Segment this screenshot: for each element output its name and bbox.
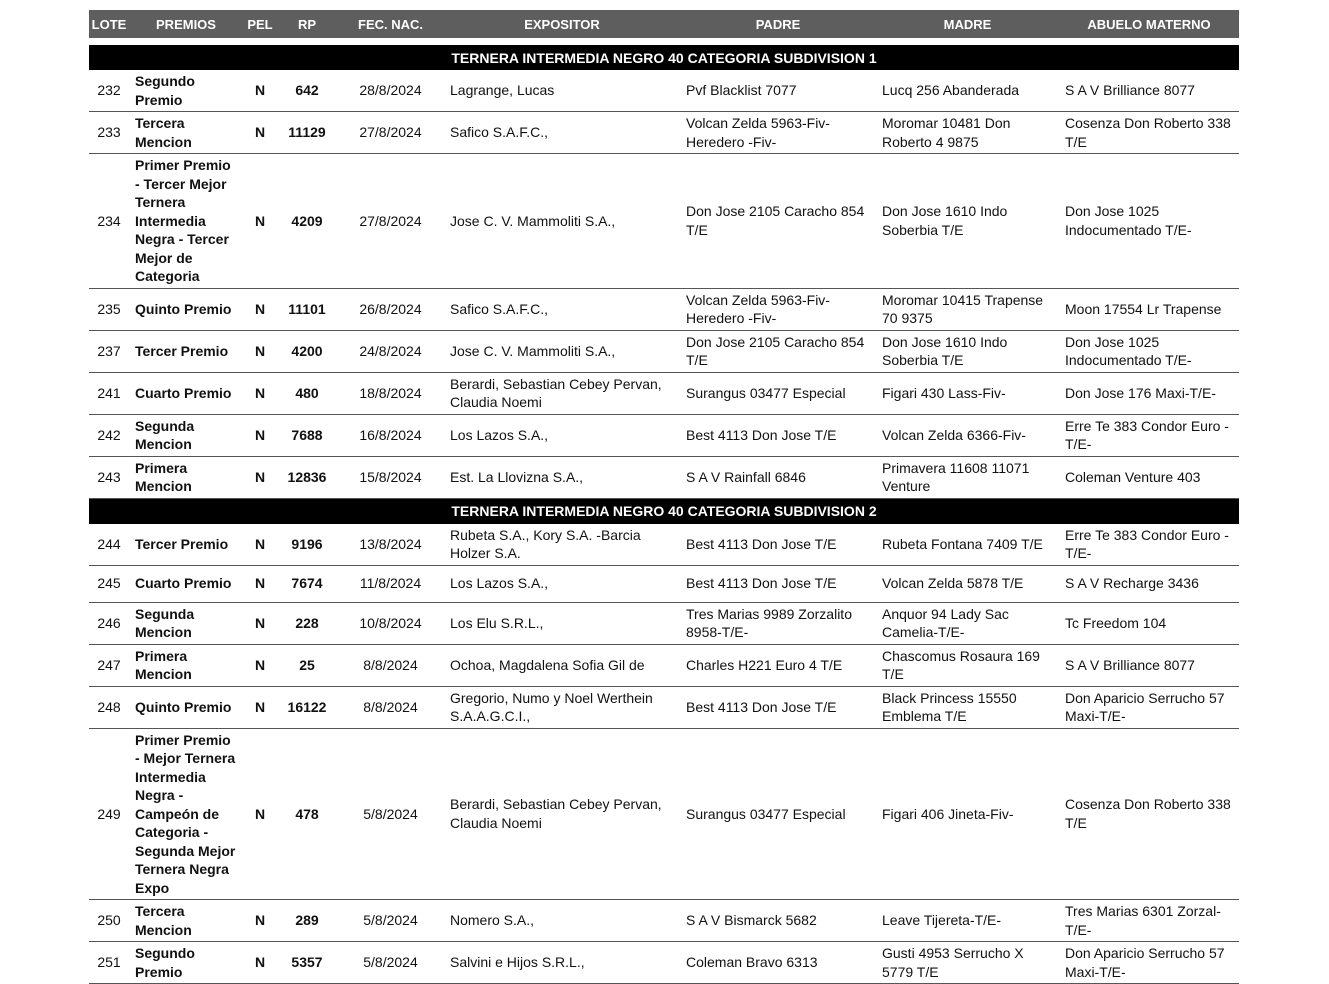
cell-premio: Cuarto Premio [129, 565, 243, 602]
results-table-container [89, 10, 1239, 984]
cell-padre: Charles H221 Euro 4 T/E [680, 644, 876, 686]
cell-premio: Segunda Mencion [129, 602, 243, 644]
section-title: TERNERA INTERMEDIA NEGRO 40 CATEGORIA SUBDIVISION 1 [89, 45, 1239, 70]
cell-madre: Black Princess 15550 Emblema T/E [876, 686, 1059, 728]
cell-pel: N [243, 942, 277, 984]
cell-lote: 234 [89, 154, 129, 289]
cell-lote: 247 [89, 644, 129, 686]
cell-fec-nac: 15/8/2024 [337, 456, 444, 498]
cell-pel: N [243, 288, 277, 330]
cell-expositor: Gregorio, Numo y Noel Werthein S.A.A.G.C.I., [444, 686, 680, 728]
cell-rp: 480 [277, 372, 337, 414]
cell-madre: Figari 430 Lass-Fiv- [876, 372, 1059, 414]
cell-pel: N [243, 686, 277, 728]
cell-padre: Coleman Bravo 6313 [680, 942, 876, 984]
cell-abuelo-materno: Don Aparicio Serrucho 57 Maxi-T/E- [1059, 686, 1239, 728]
section-title-row [89, 498, 1239, 524]
cell-fec-nac: 13/8/2024 [337, 524, 444, 566]
cell-premio: Primera Mencion [129, 644, 243, 686]
cell-expositor: Ochoa, Magdalena Sofia Gil de [444, 644, 680, 686]
cell-madre: Don Jose 1610 Indo Soberbia T/E [876, 154, 1059, 289]
cell-expositor: Rubeta S.A., Kory S.A. -Barcia Holzer S.A. [444, 524, 680, 566]
cell-premio: Primera Mencion [129, 456, 243, 498]
cell-rp: 5357 [277, 942, 337, 984]
cell-premio: Cuarto Premio [129, 372, 243, 414]
cell-padre: Volcan Zelda 5963-Fiv- Heredero -Fiv- [680, 288, 876, 330]
cell-madre: Volcan Zelda 6366-Fiv- [876, 414, 1059, 456]
cell-premio: Primer Premio - Tercer Mejor Ternera Intermedia Negra - Tercer Mejor de Categoria [129, 154, 243, 289]
cell-pel: N [243, 565, 277, 602]
cell-pel: N [243, 330, 277, 372]
cell-lote: 249 [89, 728, 129, 900]
cell-premio: Segundo Premio [129, 70, 243, 112]
table-row [89, 456, 1239, 498]
cell-premio: Quinto Premio [129, 686, 243, 728]
cell-expositor: Los Lazos S.A., [444, 565, 680, 602]
cell-expositor: Safico S.A.F.C., [444, 112, 680, 154]
cell-abuelo-materno: Don Jose 1025 Indocumentado T/E- [1059, 154, 1239, 289]
cell-madre: Volcan Zelda 5878 T/E [876, 565, 1059, 602]
cell-expositor: Salvini e Hijos S.R.L., [444, 942, 680, 984]
table-row [89, 288, 1239, 330]
cell-fec-nac: 26/8/2024 [337, 288, 444, 330]
cell-rp: 11129 [277, 112, 337, 154]
cell-expositor: Est. La Llovizna S.A., [444, 456, 680, 498]
cell-expositor: Safico S.A.F.C., [444, 288, 680, 330]
cell-fec-nac: 27/8/2024 [337, 112, 444, 154]
cell-expositor: Jose C. V. Mammoliti S.A., [444, 330, 680, 372]
cell-abuelo-materno: Moon 17554 Lr Trapense [1059, 288, 1239, 330]
cell-pel: N [243, 372, 277, 414]
table-row [89, 942, 1239, 984]
header-expositor: EXPOSITOR [444, 10, 680, 39]
header-lote: LOTE [89, 10, 129, 39]
table-row [89, 565, 1239, 602]
cell-fec-nac: 5/8/2024 [337, 728, 444, 900]
cell-premio: Tercera Mencion [129, 112, 243, 154]
cell-lote: 251 [89, 942, 129, 984]
section-title: TERNERA INTERMEDIA NEGRO 40 CATEGORIA SUBDIVISION 2 [89, 498, 1239, 524]
cell-lote: 248 [89, 686, 129, 728]
table-row [89, 154, 1239, 289]
cell-madre: Primavera 11608 11071 Venture [876, 456, 1059, 498]
cell-premio: Segundo Premio [129, 942, 243, 984]
section-title-row [89, 45, 1239, 70]
cell-abuelo-materno: Don Jose 1025 Indocumentado T/E- [1059, 330, 1239, 372]
cell-padre: Don Jose 2105 Caracho 854 T/E [680, 330, 876, 372]
cell-abuelo-materno: Coleman Venture 403 [1059, 456, 1239, 498]
cell-pel: N [243, 644, 277, 686]
cell-rp: 16122 [277, 686, 337, 728]
table-row [89, 644, 1239, 686]
cell-lote: 244 [89, 524, 129, 566]
cell-madre: Leave Tijereta-T/E- [876, 900, 1059, 942]
cell-abuelo-materno: Don Jose 176 Maxi-T/E- [1059, 372, 1239, 414]
results-table [89, 10, 1239, 984]
header-madre: MADRE [876, 10, 1059, 39]
cell-expositor: Los Elu S.R.L., [444, 602, 680, 644]
cell-rp: 11101 [277, 288, 337, 330]
table-body [89, 39, 1239, 984]
cell-madre: Figari 406 Jineta-Fiv- [876, 728, 1059, 900]
cell-rp: 9196 [277, 524, 337, 566]
cell-padre: S A V Rainfall 6846 [680, 456, 876, 498]
cell-abuelo-materno: Don Aparicio Serrucho 57 Maxi-T/E- [1059, 942, 1239, 984]
cell-padre: Pvf Blacklist 7077 [680, 70, 876, 112]
header-rp: RP [277, 10, 337, 39]
cell-abuelo-materno: S A V Recharge 3436 [1059, 565, 1239, 602]
cell-lote: 242 [89, 414, 129, 456]
cell-abuelo-materno: Tres Marias 6301 Zorzal-T/E- [1059, 900, 1239, 942]
cell-lote: 245 [89, 565, 129, 602]
cell-fec-nac: 8/8/2024 [337, 644, 444, 686]
cell-fec-nac: 28/8/2024 [337, 70, 444, 112]
cell-expositor: Berardi, Sebastian Cebey Pervan, Claudia Noemi [444, 372, 680, 414]
table-row [89, 602, 1239, 644]
header-row [89, 10, 1239, 39]
header-abuelo-materno: ABUELO MATERNO [1059, 10, 1239, 39]
cell-pel: N [243, 900, 277, 942]
cell-padre: Surangus 03477 Especial [680, 372, 876, 414]
cell-madre: Don Jose 1610 Indo Soberbia T/E [876, 330, 1059, 372]
cell-madre: Lucq 256 Abanderada [876, 70, 1059, 112]
header-padre: PADRE [680, 10, 876, 39]
cell-premio: Tercer Premio [129, 524, 243, 566]
cell-pel: N [243, 524, 277, 566]
cell-pel: N [243, 112, 277, 154]
cell-abuelo-materno: Erre Te 383 Condor Euro -T/E- [1059, 414, 1239, 456]
cell-premio: Quinto Premio [129, 288, 243, 330]
cell-premio: Segunda Mencion [129, 414, 243, 456]
cell-pel: N [243, 154, 277, 289]
cell-premio: Tercera Mencion [129, 900, 243, 942]
cell-fec-nac: 8/8/2024 [337, 686, 444, 728]
cell-lote: 243 [89, 456, 129, 498]
cell-lote: 246 [89, 602, 129, 644]
cell-premio: Tercer Premio [129, 330, 243, 372]
cell-fec-nac: 16/8/2024 [337, 414, 444, 456]
cell-abuelo-materno: Cosenza Don Roberto 338 T/E [1059, 728, 1239, 900]
cell-madre: Chascomus Rosaura 169 T/E [876, 644, 1059, 686]
cell-rp: 228 [277, 602, 337, 644]
header-premios: PREMIOS [129, 10, 243, 39]
cell-madre: Rubeta Fontana 7409 T/E [876, 524, 1059, 566]
cell-rp: 7674 [277, 565, 337, 602]
cell-madre: Moromar 10481 Don Roberto 4 9875 [876, 112, 1059, 154]
cell-madre: Anquor 94 Lady Sac Camelia-T/E- [876, 602, 1059, 644]
cell-padre: Volcan Zelda 5963-Fiv- Heredero -Fiv- [680, 112, 876, 154]
cell-pel: N [243, 728, 277, 900]
cell-lote: 241 [89, 372, 129, 414]
cell-fec-nac: 27/8/2024 [337, 154, 444, 289]
table-row [89, 112, 1239, 154]
table-row [89, 524, 1239, 566]
cell-expositor: Jose C. V. Mammoliti S.A., [444, 154, 680, 289]
cell-lote: 232 [89, 70, 129, 112]
table-row [89, 70, 1239, 112]
cell-premio: Primer Premio - Mejor Ternera Intermedia Negra - Campeón de Categoria - Segunda Mejor Ternera Negra Expo [129, 728, 243, 900]
cell-rp: 25 [277, 644, 337, 686]
header-fec-nac: FEC. NAC. [337, 10, 444, 39]
table-row [89, 900, 1239, 942]
header-pel: PEL [243, 10, 277, 39]
cell-expositor: Los Lazos S.A., [444, 414, 680, 456]
cell-abuelo-materno: Cosenza Don Roberto 338 T/E [1059, 112, 1239, 154]
cell-rp: 7688 [277, 414, 337, 456]
cell-abuelo-materno: Tc Freedom 104 [1059, 602, 1239, 644]
cell-lote: 233 [89, 112, 129, 154]
cell-lote: 250 [89, 900, 129, 942]
cell-fec-nac: 24/8/2024 [337, 330, 444, 372]
cell-expositor: Nomero S.A., [444, 900, 680, 942]
cell-rp: 4209 [277, 154, 337, 289]
cell-abuelo-materno: S A V Brilliance 8077 [1059, 644, 1239, 686]
cell-padre: Tres Marias 9989 Zorzalito 8958-T/E- [680, 602, 876, 644]
cell-abuelo-materno: Erre Te 383 Condor Euro -T/E- [1059, 524, 1239, 566]
cell-padre: Don Jose 2105 Caracho 854 T/E [680, 154, 876, 289]
cell-pel: N [243, 414, 277, 456]
cell-pel: N [243, 456, 277, 498]
cell-rp: 478 [277, 728, 337, 900]
cell-rp: 12836 [277, 456, 337, 498]
cell-pel: N [243, 70, 277, 112]
table-row [89, 686, 1239, 728]
cell-fec-nac: 5/8/2024 [337, 942, 444, 984]
cell-fec-nac: 5/8/2024 [337, 900, 444, 942]
table-row [89, 414, 1239, 456]
cell-lote: 235 [89, 288, 129, 330]
cell-fec-nac: 18/8/2024 [337, 372, 444, 414]
cell-lote: 237 [89, 330, 129, 372]
table-row [89, 728, 1239, 900]
cell-madre: Moromar 10415 Trapense 70 9375 [876, 288, 1059, 330]
cell-padre: Best 4113 Don Jose T/E [680, 686, 876, 728]
cell-rp: 642 [277, 70, 337, 112]
cell-padre: Best 4113 Don Jose T/E [680, 565, 876, 602]
cell-rp: 4200 [277, 330, 337, 372]
cell-abuelo-materno: S A V Brilliance 8077 [1059, 70, 1239, 112]
cell-padre: Surangus 03477 Especial [680, 728, 876, 900]
cell-madre: Gusti 4953 Serrucho X 5779 T/E [876, 942, 1059, 984]
cell-padre: Best 4113 Don Jose T/E [680, 524, 876, 566]
cell-pel: N [243, 602, 277, 644]
table-row [89, 330, 1239, 372]
cell-fec-nac: 10/8/2024 [337, 602, 444, 644]
cell-expositor: Berardi, Sebastian Cebey Pervan, Claudia Noemi [444, 728, 680, 900]
cell-fec-nac: 11/8/2024 [337, 565, 444, 602]
cell-rp: 289 [277, 900, 337, 942]
cell-expositor: Lagrange, Lucas [444, 70, 680, 112]
table-row [89, 372, 1239, 414]
cell-padre: Best 4113 Don Jose T/E [680, 414, 876, 456]
cell-padre: S A V Bismarck 5682 [680, 900, 876, 942]
